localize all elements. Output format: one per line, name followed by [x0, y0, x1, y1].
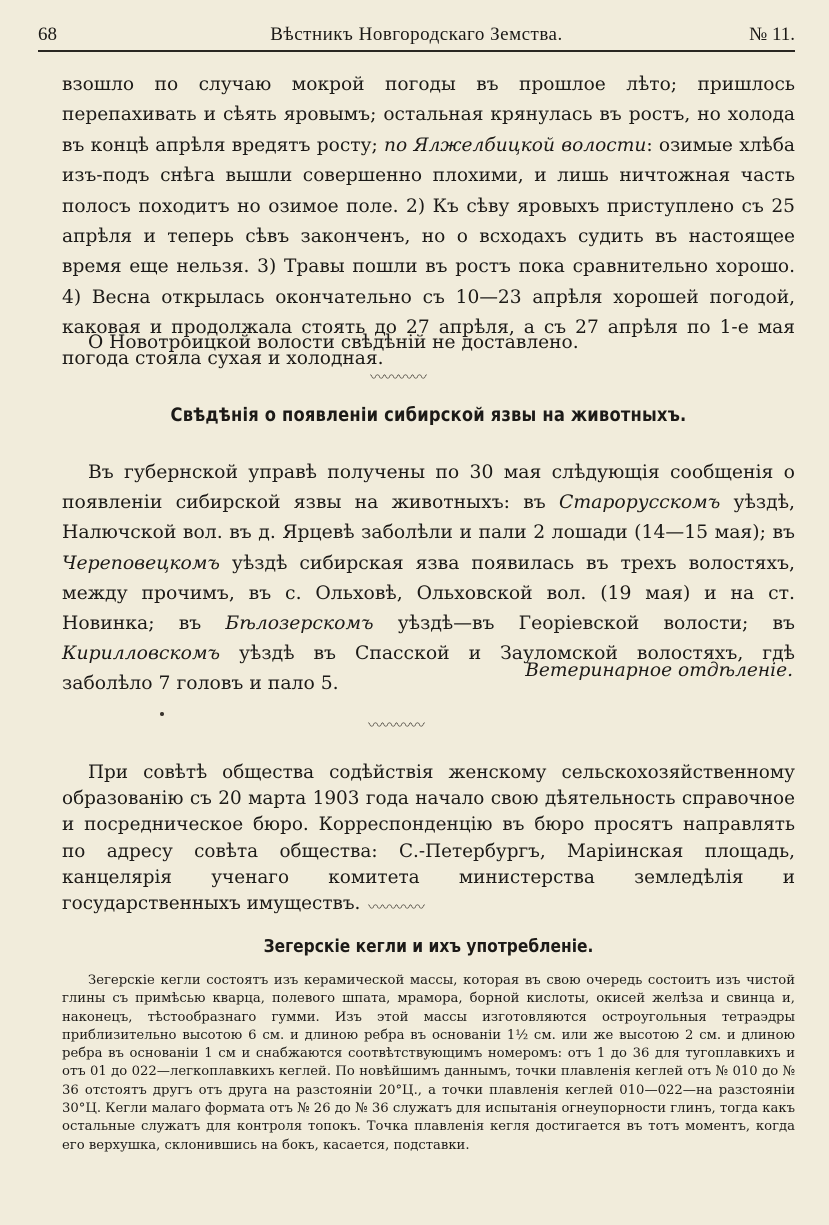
- section-divider: 〰〰〰〰: [368, 898, 425, 916]
- seger-cones-text: Зегерскіе кегли состоятъ изъ керамической массы, которая въ свою очередь состоитъ изъ чистой глины съ примѣсью кварца, полевого шпата, мрамора, борной кислоты, окисей желѣза и свинца и, наконецъ, тѣстообразнаго гумми. Изъ этой массы изготовляются остроугольныя тетраэдры приблизительно высотою 6 см. и длиною ребра въ основаніи 1½ см. или же высотою 2 см. и длиною ребра въ основаніи 1 см и снабжаются соотвѣтствующимъ номеромъ: отъ 1 до 36 для тугоплавкихъ и отъ 01 до 022—легкоплавкихъ кеглей. По новѣйшимъ даннымъ, точки плавленія кеглей отъ № 010 до № 36 отстоятъ другъ отъ друга на разстояніи 20°Ц., а точки плавленія кеглей 010—022—на разстояніи 30°Ц. Кегли малаго формата отъ № 26 до № 36 служатъ для испытанія огнеупорности глинъ, тогда какъ остальные служатъ для контроля топокъ. Точка плавленія кегля достигается въ тотъ моментъ, когда его верхушка, склонившись на бокъ, касается, подставки.: [62, 973, 795, 1153]
- signature: Ветеринарное отдѣленіе.: [525, 660, 793, 681]
- issue-number: № 11.: [749, 24, 795, 45]
- anthrax-text-1: Въ губернской управѣ получены по 30 мая слѣдующія сообщенія о появленіи сибирской язвы на животныхъ: въ: [62, 462, 795, 514]
- uezd-name-3: Бѣлозерскомъ: [225, 613, 374, 635]
- anthrax-text-3: уѣздѣ сибирская язва появилась въ трехъ волостяхъ, между прочимъ, въ с. Ольховѣ, Ольховской вол. (19 мая) и на ст. Новинка; въ: [62, 552, 795, 635]
- uezd-name-2: Череповецкомъ: [62, 552, 220, 574]
- crop-report-text-a: взошло по случаю мокрой погоды въ прошлое лѣто; пришлось перепахивать и сѣять яровымъ; остальная крянулась въ ростъ, но холода въ концѣ апрѣля вредятъ росту;: [62, 74, 795, 156]
- uezd-name-1: Старорусскомъ: [559, 492, 721, 514]
- anthrax-text-2: уѣздѣ, Налючской вол. въ д. Ярцевѣ заболѣли и пали 2 лошади (14—15 мая); въ: [62, 492, 796, 544]
- volost-name-italic: по Ялжелбицкой волости: [384, 134, 647, 156]
- anthrax-heading: Свѣдѣнія о появленіи сибирской язвы на животныхъ.: [170, 404, 687, 426]
- seger-cones-paragraph: [62, 972, 795, 1155]
- page-header: [38, 20, 795, 52]
- page-number: 68: [38, 24, 57, 45]
- bureau-paragraph: [62, 760, 795, 917]
- no-data-note: О Новотроицкой волости свѣдѣній не доставлено.: [88, 332, 579, 353]
- anthrax-text-5: уѣздѣ въ Спасской и Зауломской волостяхъ, гдѣ заболѣло 7 головъ и пало 5.: [62, 643, 795, 695]
- section-divider: 〰〰〰〰: [370, 368, 427, 386]
- crop-report-text-b: : озимые хлѣба изъ-подъ снѣга вышли совершенно плохими, и лишь ничтожная часть полосъ походитъ но озимое поле. 2) Къ сѣву яровыхъ приступлено съ 25 апрѣля и теперь сѣвъ законченъ, но о всходахъ судить въ настоящее время еще нельзя. 3) Травы пошли въ ростъ пока сравнительно хорошо. 4) Весна открылась окончательно съ 10—23 апрѣля хорошей погодой, каковая и продолжала стоять до 27 апрѣля, а съ 27 апрѣля по 1-е мая погода стояла сухая и холодная.: [62, 134, 795, 369]
- section-divider: 〰〰〰〰: [368, 716, 425, 734]
- bureau-text: При совѣтѣ общества содѣйствія женскому сельскохозяйственному образованію съ 20 марта 1903 года начало свою дѣятельность справочное и посредническое бюро. Корреспонденцію въ бюро просятъ направлять по адресу совѣта общества: С.-Петербургъ, Маріинская площадь, канцелярія ученаго комитета министерства земледѣлія и государственныхъ имуществъ.: [62, 762, 795, 915]
- anthrax-text-4: уѣздѣ—въ Георіевской волости; въ: [373, 613, 796, 635]
- journal-title: Вѣстникъ Новгородскаго Земства.: [270, 24, 563, 45]
- uezd-name-4: Кирилловскомъ: [62, 643, 221, 665]
- ink-dot: [160, 712, 164, 716]
- seger-cones-heading: Зегерскіе кегли и ихъ употребленіе.: [263, 936, 594, 957]
